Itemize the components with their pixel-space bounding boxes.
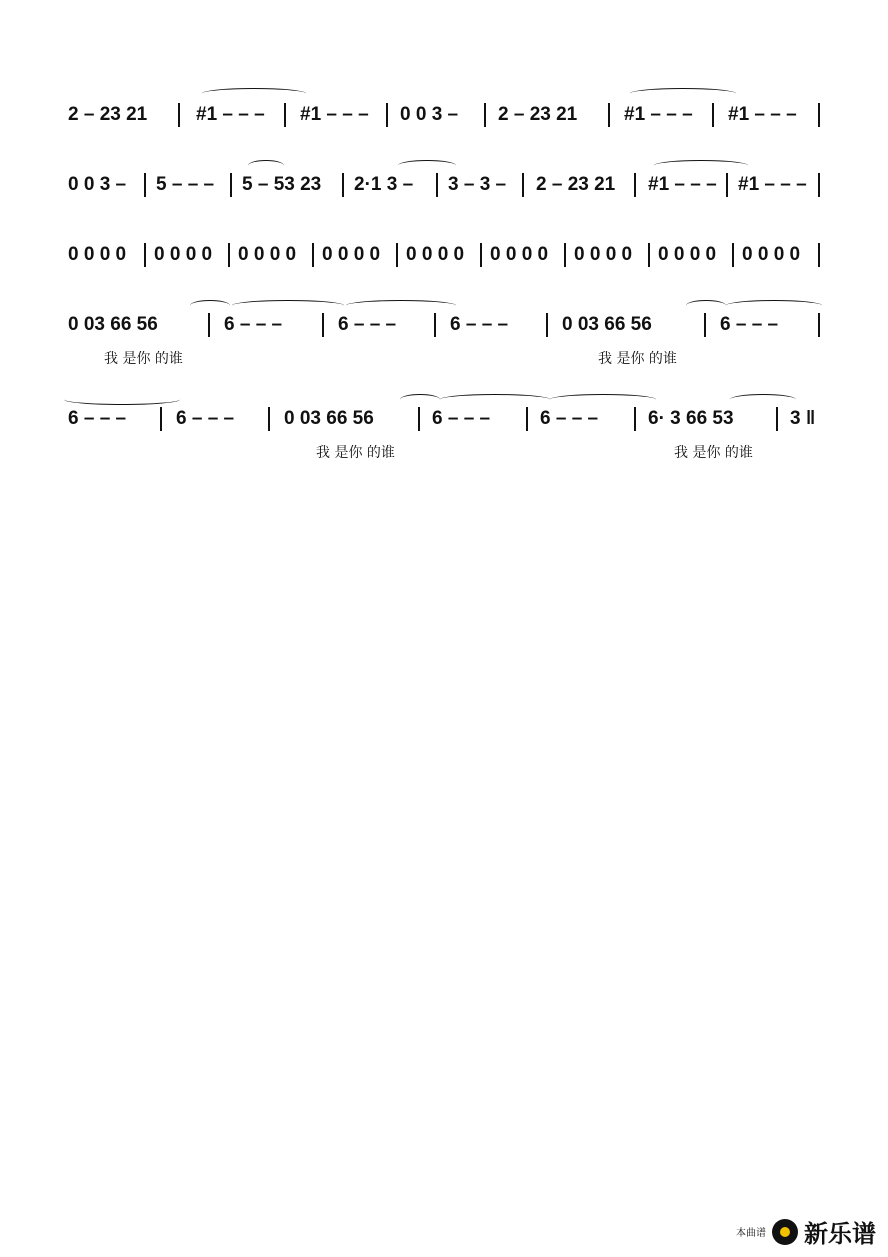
tie-slur bbox=[248, 160, 284, 171]
barline bbox=[228, 243, 230, 267]
measure-5: 2 – 23 21 bbox=[498, 104, 578, 125]
barline bbox=[704, 313, 706, 337]
barline bbox=[160, 407, 162, 431]
barline bbox=[418, 407, 420, 431]
measure-6: 2 – 23 21 bbox=[536, 174, 616, 195]
tie-slur bbox=[440, 394, 550, 405]
barline bbox=[322, 313, 324, 337]
measure-7: #1 – – – bbox=[728, 104, 797, 125]
tie-slur bbox=[190, 300, 230, 311]
measure-6: 0 0 0 0 bbox=[490, 244, 549, 265]
measure-3: 0 03 66 56 bbox=[284, 408, 374, 429]
barline bbox=[608, 103, 610, 127]
measure-7: 3 ‖ bbox=[790, 408, 816, 429]
barline bbox=[776, 407, 778, 431]
barline bbox=[342, 173, 344, 197]
tie-slur bbox=[346, 300, 456, 311]
measure-3: #1 – – – bbox=[300, 104, 369, 125]
measure-3: 6 – – – bbox=[338, 314, 397, 335]
measure-5: 0 03 66 56 bbox=[562, 314, 652, 335]
measure-2: 6 – – – bbox=[176, 408, 235, 429]
tie-slur bbox=[232, 300, 344, 311]
lyrics: 我 是你 的谁 bbox=[674, 445, 753, 461]
tie-slur bbox=[64, 394, 180, 405]
measure-2: 5 – – – bbox=[156, 174, 215, 195]
barline bbox=[546, 313, 548, 337]
measure-7: #1 – – – bbox=[648, 174, 717, 195]
barline bbox=[284, 103, 286, 127]
measure-4: 0 0 0 0 bbox=[322, 244, 381, 265]
measure-1: 2 – 23 21 bbox=[68, 104, 148, 125]
barline bbox=[634, 173, 636, 197]
barline bbox=[144, 173, 146, 197]
measure-7: 0 0 0 0 bbox=[574, 244, 633, 265]
tie-slur bbox=[550, 394, 656, 405]
measure-5: 6 – – – bbox=[540, 408, 599, 429]
measure-2: 0 0 0 0 bbox=[154, 244, 213, 265]
measure-4: 2·1 3 – bbox=[354, 174, 414, 195]
barline bbox=[480, 243, 482, 267]
barline bbox=[522, 173, 524, 197]
barline bbox=[144, 243, 146, 267]
measure-1: 0 0 0 0 bbox=[68, 244, 127, 265]
lyrics: 我 是你 的谁 bbox=[316, 445, 395, 461]
barline bbox=[634, 407, 636, 431]
barline bbox=[436, 173, 438, 197]
tie-slur bbox=[630, 88, 736, 99]
barline bbox=[484, 103, 486, 127]
tie-slur bbox=[398, 160, 456, 171]
barline bbox=[818, 103, 820, 127]
footer-small-text: 本曲谱 bbox=[736, 1228, 766, 1239]
barline bbox=[564, 243, 566, 267]
measure-3: 5 – 53 23 bbox=[242, 174, 322, 195]
barline bbox=[732, 243, 734, 267]
measure-4: 0 0 3 – bbox=[400, 104, 459, 125]
lyrics: 我 是你 的谁 bbox=[598, 351, 677, 367]
barline bbox=[818, 313, 820, 337]
record-icon bbox=[772, 1219, 798, 1245]
staff-row-4 bbox=[0, 314, 888, 404]
barline bbox=[396, 243, 398, 267]
tie-slur bbox=[202, 88, 306, 99]
measure-6: 6 – – – bbox=[720, 314, 779, 335]
barline bbox=[312, 243, 314, 267]
measure-4: 6 – – – bbox=[432, 408, 491, 429]
barline bbox=[818, 173, 820, 197]
barline bbox=[268, 407, 270, 431]
footer-brand bbox=[736, 1214, 876, 1249]
barline bbox=[178, 103, 180, 127]
barline bbox=[386, 103, 388, 127]
barline bbox=[726, 173, 728, 197]
measure-4: 6 – – – bbox=[450, 314, 509, 335]
measure-8: 0 0 0 0 bbox=[658, 244, 717, 265]
lyrics: 我 是你 的谁 bbox=[104, 351, 183, 367]
staff-row-5 bbox=[0, 408, 888, 498]
measure-6: 6· 3 66 53 bbox=[648, 408, 734, 429]
measure-2: 6 – – – bbox=[224, 314, 283, 335]
measure-9: 0 0 0 0 bbox=[742, 244, 801, 265]
tie-slur bbox=[400, 394, 440, 405]
barline bbox=[526, 407, 528, 431]
tie-slur bbox=[654, 160, 748, 171]
measure-6: #1 – – – bbox=[624, 104, 693, 125]
barline bbox=[818, 243, 820, 267]
measure-3: 0 0 0 0 bbox=[238, 244, 297, 265]
barline bbox=[648, 243, 650, 267]
barline bbox=[230, 173, 232, 197]
measure-2: #1 – – – bbox=[196, 104, 265, 125]
brand-logo-text: 新乐谱 bbox=[804, 1221, 876, 1248]
measure-5: 0 0 0 0 bbox=[406, 244, 465, 265]
tie-slur bbox=[686, 300, 726, 311]
barline bbox=[712, 103, 714, 127]
barline bbox=[434, 313, 436, 337]
measure-8: #1 – – – bbox=[738, 174, 807, 195]
measure-5: 3 – 3 – bbox=[448, 174, 507, 195]
measure-1: 0 03 66 56 bbox=[68, 314, 158, 335]
measure-1: 0 0 3 – bbox=[68, 174, 127, 195]
tie-slur bbox=[730, 394, 796, 405]
barline bbox=[208, 313, 210, 337]
measure-1: 6 – – – bbox=[68, 408, 127, 429]
tie-slur bbox=[726, 300, 822, 311]
